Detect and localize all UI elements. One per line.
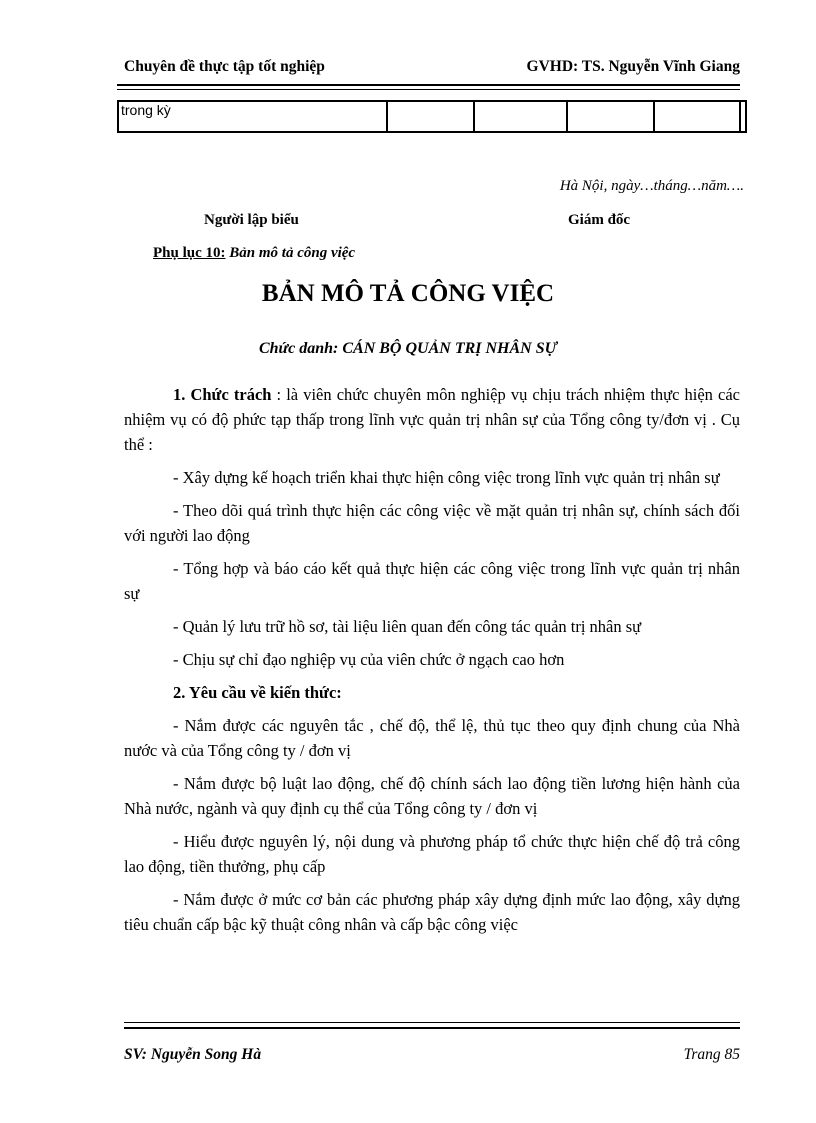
header-rule-thin — [117, 89, 740, 90]
table-fragment — [117, 100, 747, 133]
section1-heading: 1. Chức trách — [173, 385, 272, 404]
footer-student: SV: Nguyễn Song Hà — [124, 1046, 262, 1063]
document-title: BẢN MÔ TẢ CÔNG VIỆC — [261, 280, 555, 307]
footer-rule — [124, 1027, 740, 1029]
document-body — [124, 382, 740, 945]
table-cell — [567, 101, 653, 132]
header-thesis-title: Chuyên đề thực tập tốt nghiệp — [124, 58, 325, 75]
table-cell — [474, 101, 568, 132]
footer-rule-thin — [124, 1022, 740, 1023]
list-item: - Tổng hợp và báo cáo kết quả thực hiện các công việc trong lĩnh vực quản trị nhân sự — [124, 559, 740, 603]
section1-intro — [124, 382, 740, 457]
appendix-label: Phụ lục 10: — [153, 245, 226, 261]
page-footer — [124, 1046, 740, 1068]
section1-intro-text: : là viên chức chuyên môn nghiệp vụ chịu trách nhiệm thực hiện các nhiệm vụ có độ phức tạp thấp trong lĩnh vực quản trị nhân sự của Tổng công ty/đơn vị . Cụ thể : — [124, 385, 740, 454]
list-item: - Quản lý lưu trữ hồ sơ, tài liệu liên quan đến công tác quản trị nhân sự — [173, 617, 642, 636]
header-supervisor: GVHD: TS. Nguyễn Vĩnh Giang — [526, 58, 740, 75]
job-title: Chức danh: CÁN BỘ QUẢN TRỊ NHÂN SỰ — [258, 340, 558, 357]
page-header — [124, 58, 740, 80]
section2-heading: 2. Yêu cầu về kiến thức: — [173, 683, 342, 702]
appendix-title: Bản mô tả công việc — [229, 245, 356, 261]
table-row — [118, 101, 746, 132]
date-line: Hà Nội, ngày…tháng…năm…. — [559, 178, 744, 194]
list-item: - Theo dõi quá trình thực hiện các công việc về mặt quản trị nhân sự, chính sách đối với người lao động — [124, 501, 740, 545]
list-item: - Xây dựng kế hoạch triển khai thực hiện công việc trong lĩnh vực quản trị nhân sự — [173, 468, 720, 487]
list-item: - Hiểu được nguyên lý, nội dung và phương pháp tổ chức thực hiện chế độ trả công lao động, tiền thưởng, phụ cấp — [124, 832, 740, 876]
list-item: - Chịu sự chỉ đạo nghiệp vụ của viên chức ở ngạch cao hơn — [173, 650, 565, 669]
signature-preparer: Người lập biểu — [204, 212, 299, 228]
list-item: - Nắm được ở mức cơ bản các phương pháp xây dựng định mức lao động, xây dựng tiêu chuẩn cấp bậc kỹ thuật công nhân và cấp bậc công việc — [124, 890, 740, 934]
table-cell — [654, 101, 740, 132]
page-number: Trang 85 — [683, 1046, 740, 1063]
table-cell — [740, 101, 746, 132]
appendix-heading — [153, 245, 355, 262]
signature-director: Giám đốc — [568, 212, 631, 228]
table-cell: trong kỳ — [118, 101, 387, 132]
list-item: - Nắm được các nguyên tắc , chế độ, thể lệ, thủ tục theo quy định chung của Nhà nước và của Tổng công ty / đơn vị — [124, 716, 740, 760]
header-rule — [117, 84, 740, 86]
table-cell — [387, 101, 473, 132]
list-item: - Nắm được bộ luật lao động, chế độ chính sách lao động tiền lương hiện hành của Nhà nước, ngành và quy định cụ thể của Tổng công ty / đơn vị — [124, 774, 740, 818]
